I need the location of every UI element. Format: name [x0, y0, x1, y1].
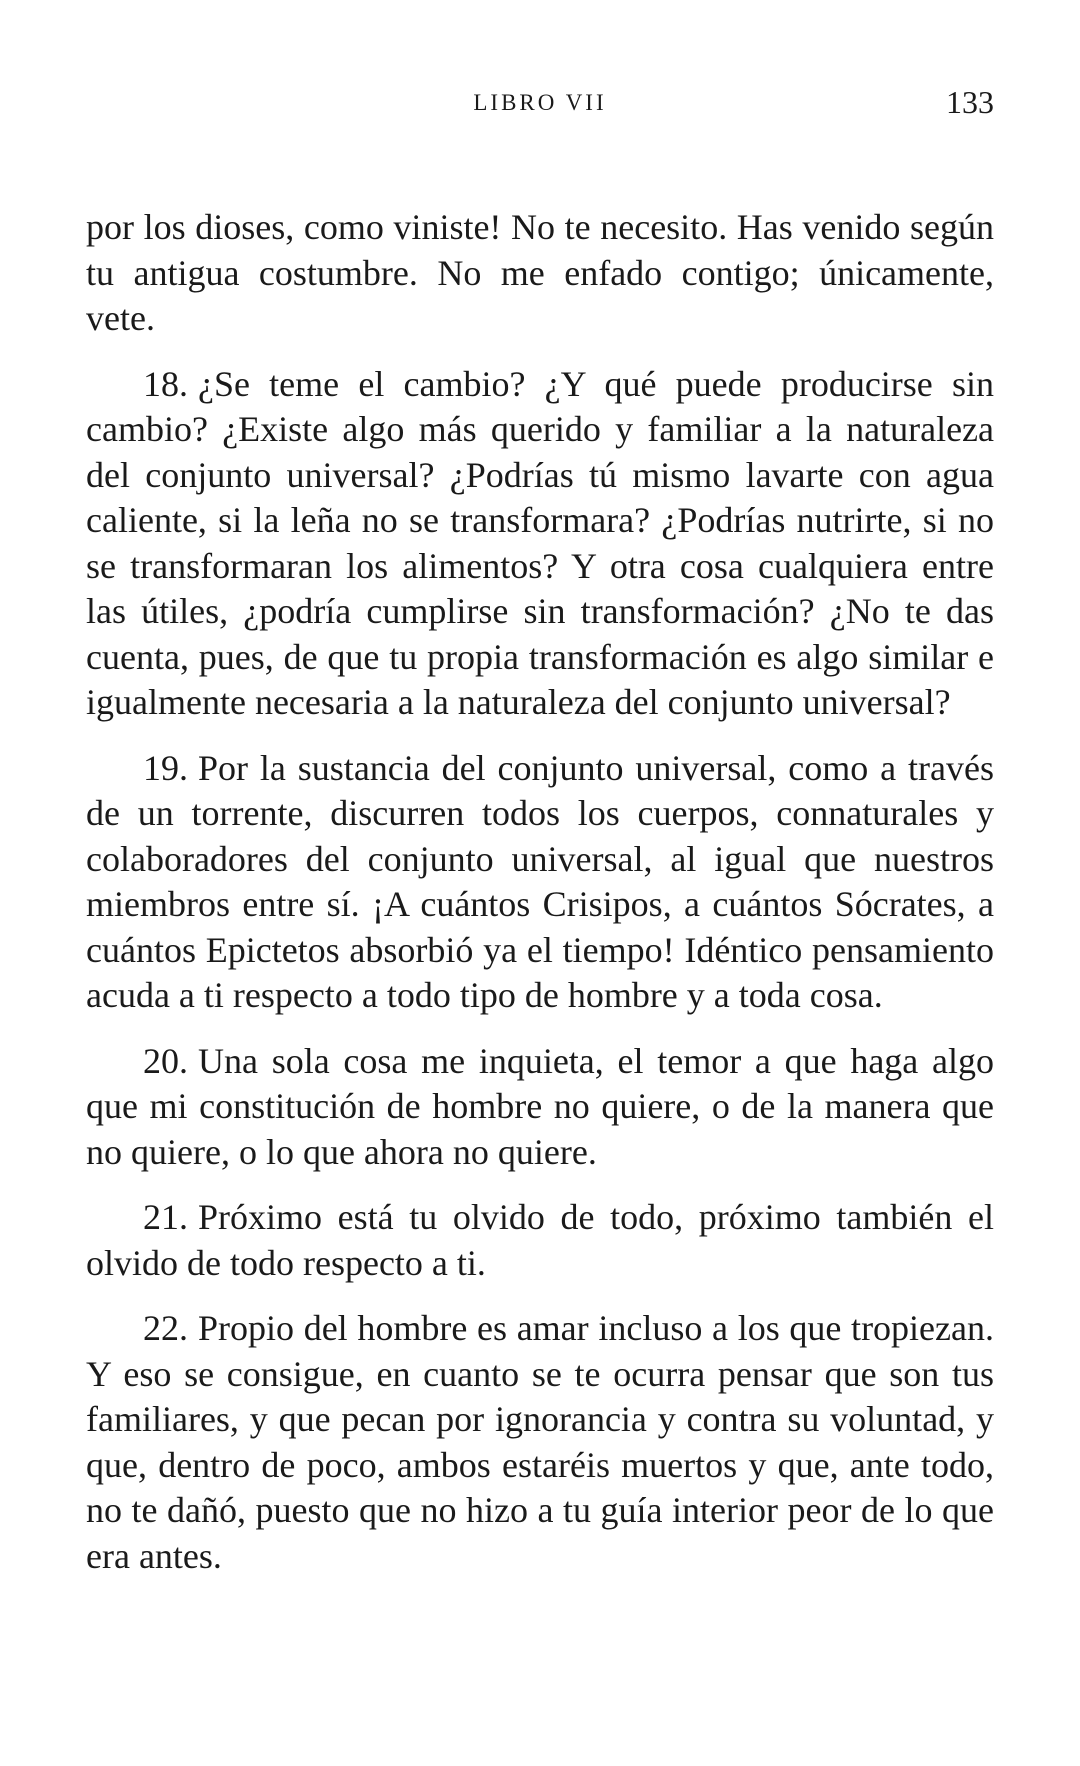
paragraph-22: [86, 1306, 994, 1579]
book-page: [86, 0, 994, 1766]
paragraph-number: 22.: [143, 1308, 188, 1348]
running-head: [86, 84, 994, 124]
paragraph-text: Por la sustancia del conjunto universal, como a través de un torrente, discurren todos los cuerpos, connaturales y colaboradores del conjunto universal, al igual que nuestros miembros entre sí. ¡A cuántos Crisipos, a cuántos Sócrates, a cuántos Epictetos absorbió ya el tiempo! Idéntico pensamiento acuda a ti respecto a todo tipo de hombre y a toda cosa.: [86, 747, 994, 1015]
paragraph-number: 18.: [143, 363, 188, 404]
section-title: LIBRO VII: [473, 90, 607, 115]
paragraph-text: ¿Se teme el cambio? ¿Y qué puede producirse sin cambio? ¿Existe algo más querido y familiar a la naturaleza del conjunto universal? ¿Podrías tú mismo lavarte con agua caliente, si la leña no se transformara? ¿Podrías nutrirte, si no se transformaran los alimentos? Y otra cosa cualquiera entre las útiles, ¿podría cumplirse sin transformación? ¿No te das cuenta, pues, de que tu propia transformación es algo similar e igualmente necesaria a la naturaleza del conjunto universal?: [86, 363, 994, 722]
paragraph-20: [86, 1039, 994, 1176]
page-number: 133: [946, 84, 994, 120]
paragraph-21: [86, 1195, 994, 1286]
paragraph-number: 19.: [143, 747, 188, 788]
paragraph-18: [86, 362, 994, 726]
paragraph-text: Próximo está tu olvido de todo, próximo también el olvido de todo respecto a ti.: [86, 1197, 994, 1283]
paragraph-number: 20.: [143, 1040, 188, 1081]
paragraph-continuation: [86, 205, 994, 342]
paragraph-number: 21.: [143, 1197, 188, 1237]
paragraph-19: [86, 746, 994, 1019]
paragraph-text: por los dioses, como viniste! No te necesito. Has venido según tu antigua costumbre. No me enfado contigo; únicamente, vete.: [86, 207, 994, 338]
paragraph-text: Propio del hombre es amar incluso a los que tropiezan. Y eso se consigue, en cuanto se te ocurra pensar que son tus familiares, y que pecan por ignorancia y contra su voluntad, y que, dentro de poco, ambos estaréis muertos y que, ante todo, no te dañó, puesto que no hizo a tu guía interior peor de lo que era antes.: [86, 1308, 994, 1576]
paragraph-text: Una sola cosa me inquieta, el temor a que haga algo que mi constitución de hombre no quiere, o de la manera que no quiere, o lo que ahora no quiere.: [86, 1040, 994, 1172]
body-text: [86, 205, 994, 1599]
